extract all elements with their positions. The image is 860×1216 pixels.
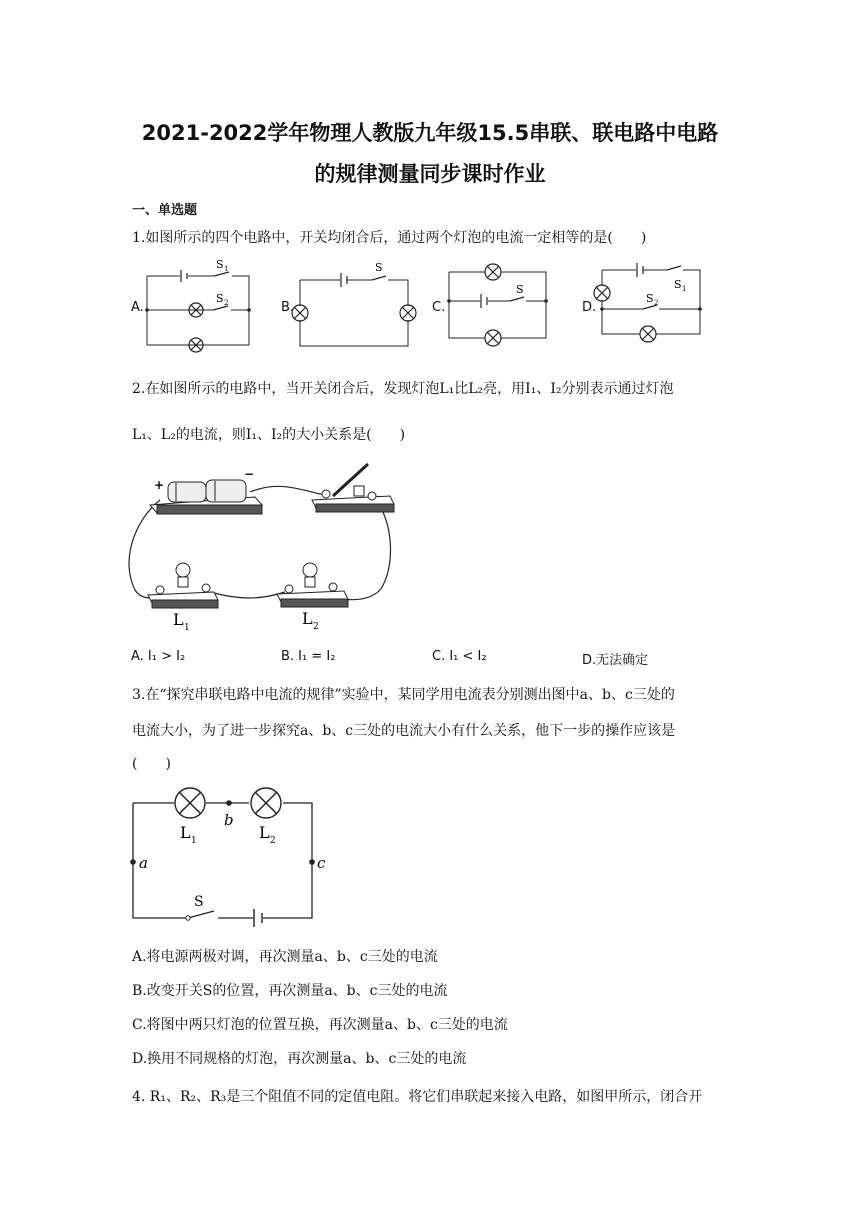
q2-option-c: C. I₁ < I₂ (432, 649, 487, 664)
subscript: 1 (224, 265, 229, 273)
subscript: 1 (184, 623, 190, 633)
question-2-line1: 2.在如图所示的电路中，当开关闭合后，发现灯泡L₁比L₂亮，用I₁、I₂分别表示通过灯泡 (132, 381, 674, 397)
question-4-text: 4. R₁、R₂、R₃是三个阻值不同的定值电阻。将它们串联起来接入电路，如图甲所示，闭合开 (132, 1089, 703, 1105)
lamp-l1-label: L (180, 823, 191, 842)
switch-s-label: S (375, 261, 383, 274)
page-title-line1: 2021-2022学年物理人教版九年级15.5串联、联电路中电路 (141, 121, 719, 145)
q3-option-d: D.换用不同规格的灯泡，再次测量a、b、c三处的电流 (132, 1051, 467, 1067)
q1-option-a: A. (131, 300, 144, 315)
lamp-l2-label: L (259, 823, 270, 842)
battery-minus-label: − (244, 467, 255, 481)
switch-s1-label: S (674, 278, 682, 291)
switch-s-label: S (516, 283, 524, 296)
subscript: 1 (682, 285, 687, 293)
q3-option-c: C.将图中两只灯泡的位置互换，再次测量a、b、c三处的电流 (132, 1017, 508, 1033)
page-title-line2: 的规律测量同步课时作业 (314, 162, 546, 186)
subscript: 2 (654, 299, 659, 307)
switch-s1-label: S (216, 258, 224, 271)
q3-option-a: A.将电源两极对调，再次测量a、b、c三处的电流 (132, 949, 438, 965)
switch-s2-label: S (216, 292, 224, 305)
switch-s2-label: S (646, 292, 654, 305)
battery-plus-label: + (154, 478, 165, 492)
lamp-l1-label: L (173, 610, 184, 629)
point-c-label: c (317, 854, 326, 872)
subscript: 2 (224, 299, 229, 307)
subscript: 2 (313, 622, 319, 632)
question-2-line2: L₁、L₂的电流，则I₁、I₂的大小关系是( ) (132, 427, 406, 443)
q1-option-d: D. (582, 300, 597, 315)
lamp-l2-label: L (302, 609, 313, 628)
q2-option-d: D.无法确定 (582, 653, 649, 668)
point-b-label: b (224, 811, 234, 829)
switch-s-label: S (194, 894, 204, 910)
q1-option-c: C. (432, 300, 446, 315)
question-3-line1: 3.在“探究串联电路中电流的规律”实验中，某同学用电流表分别测出图中a、b、c三处的 (132, 687, 675, 703)
question-3-line3: ( ) (132, 756, 171, 772)
subscript: 2 (270, 836, 276, 846)
subscript: 1 (191, 836, 197, 846)
question-1-text: 1.如图所示的四个电路中，开关均闭合后，通过两个灯泡的电流一定相等的是( ) (132, 230, 647, 246)
q2-option-a: A. I₁ > I₂ (131, 649, 186, 664)
question-3-line2: 电流大小，为了进一步探究a、b、c三处的电流大小有什么关系，他下一步的操作应该是 (132, 723, 676, 739)
q3-option-b: B.改变开关S的位置，再次测量a、b、c三处的电流 (132, 983, 448, 999)
section-heading: 一、单选题 (132, 203, 198, 218)
q2-option-b: B. I₁ = I₂ (281, 649, 336, 664)
point-a-label: a (139, 854, 148, 872)
q1-option-b: B. (281, 300, 295, 315)
